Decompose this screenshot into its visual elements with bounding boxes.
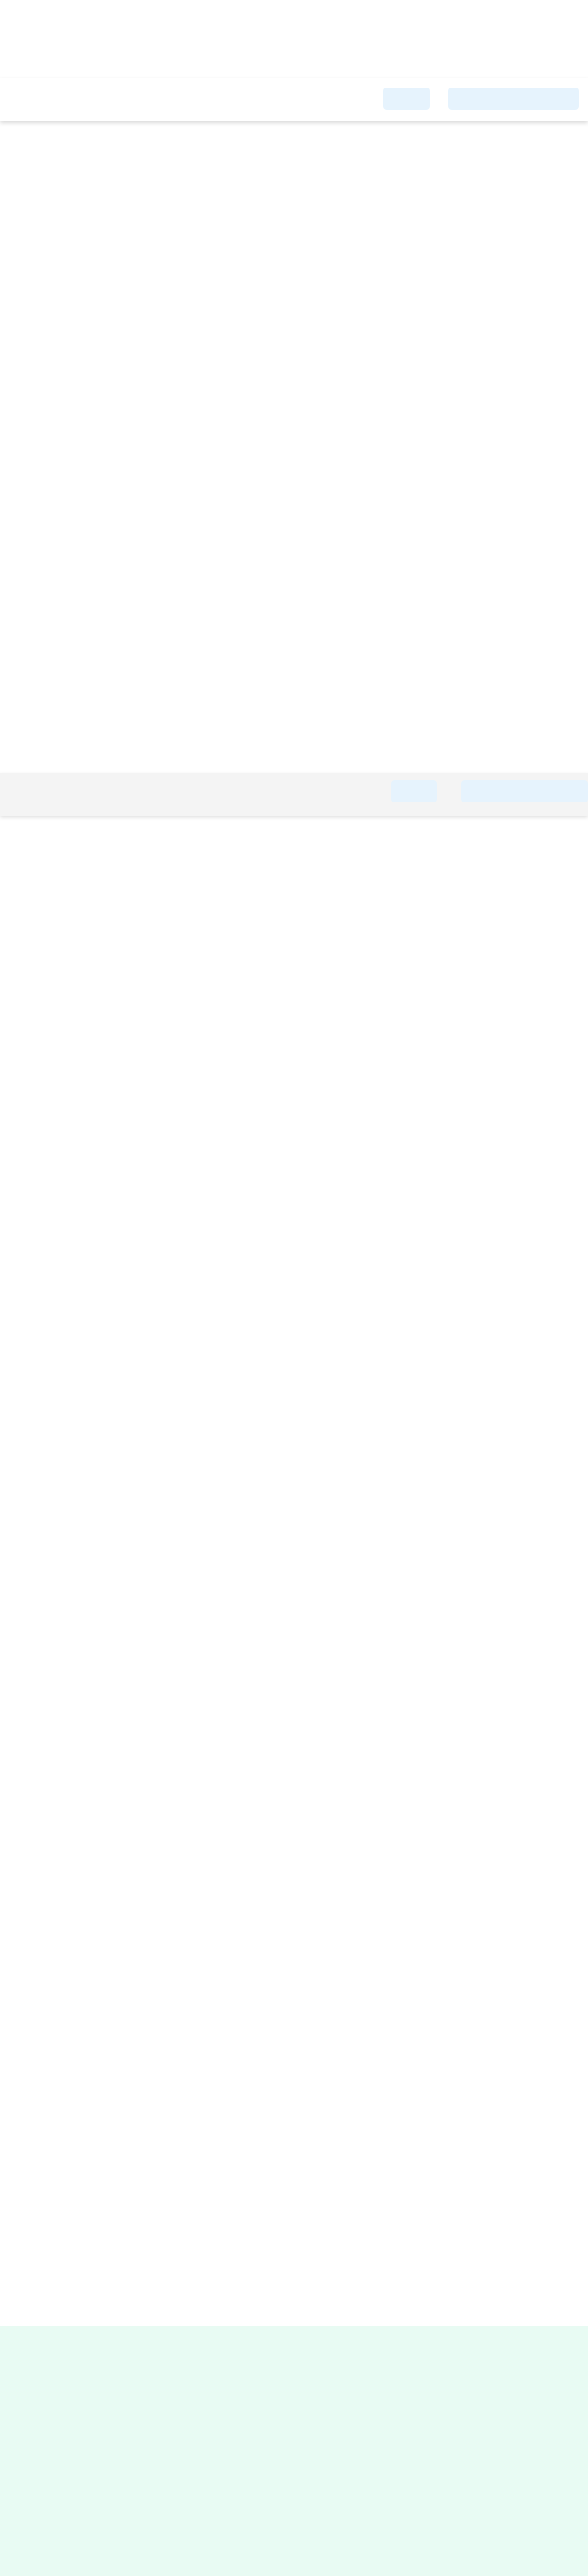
exercise-header	[0, 78, 588, 121]
next-page-button[interactable]	[391, 780, 437, 802]
exercise-header-sticky	[0, 773, 588, 816]
next-page-button[interactable]	[383, 88, 430, 110]
answers-box	[0, 2326, 588, 2576]
all-exercises-button[interactable]	[448, 88, 579, 110]
all-exercises-button[interactable]	[461, 780, 588, 802]
